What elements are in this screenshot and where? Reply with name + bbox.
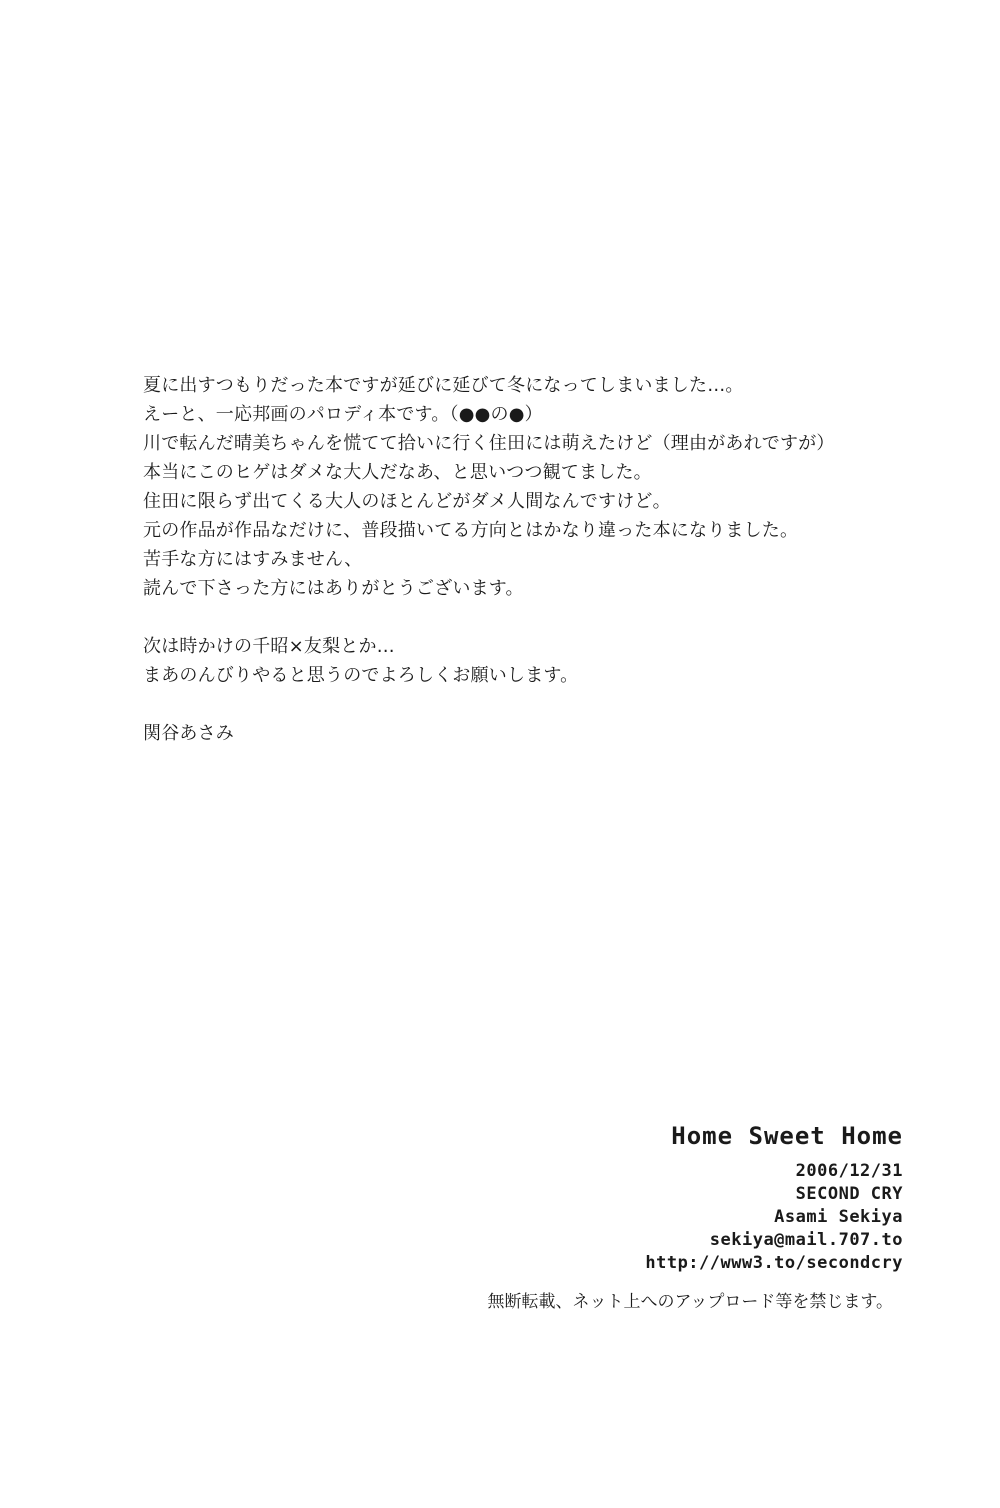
reprint-notice: 無断転載、ネット上へのアップロード等を禁じます。 (487, 1292, 893, 1312)
paragraph-gap (143, 603, 903, 632)
paragraph-gap (143, 690, 903, 719)
afterword-line: まあのんびりやると思うのでよろしくお願いします。 (143, 665, 579, 686)
author-signature: 関谷あさみ (143, 723, 234, 744)
afterword-line: 本当にこのヒゲはダメな大人だなあ、と思いつつ観てました。 (143, 462, 652, 483)
author-name: Asami Sekiya (774, 1207, 903, 1227)
book-title: Home Sweet Home (671, 1122, 903, 1150)
circle-name: SECOND CRY (795, 1184, 903, 1204)
colophon (645, 1118, 903, 1275)
afterword (143, 371, 903, 748)
afterword-line: 住田に限らず出てくる大人のほとんどがダメ人間なんですけど。 (143, 491, 671, 512)
afterword-line: 苦手な方にはすみません、 (143, 549, 363, 570)
afterword-line: 元の作品が作品なだけに、普段描いてる方向とはかなり違った本になりました。 (143, 520, 799, 541)
author-email: sekiya@mail.707.to (709, 1230, 903, 1250)
circle-url: http://www3.to/secondcry (645, 1253, 903, 1273)
afterword-line: 次は時かけの千昭×友梨とか… (143, 636, 395, 657)
afterword-line: 読んで下さった方にはありがとうございます。 (143, 578, 524, 599)
afterword-line: えーと、一応邦画のパロディ本です。（●●の●） (143, 404, 543, 425)
publish-date: 2006/12/31 (795, 1161, 903, 1181)
afterword-line: 夏に出すつもりだった本ですが延びに延びて冬になってしまいました…。 (143, 375, 744, 396)
afterword-line: 川で転んだ晴美ちゃんを慌てて拾いに行く住田には萌えたけど（理由があれですが） (143, 433, 835, 454)
